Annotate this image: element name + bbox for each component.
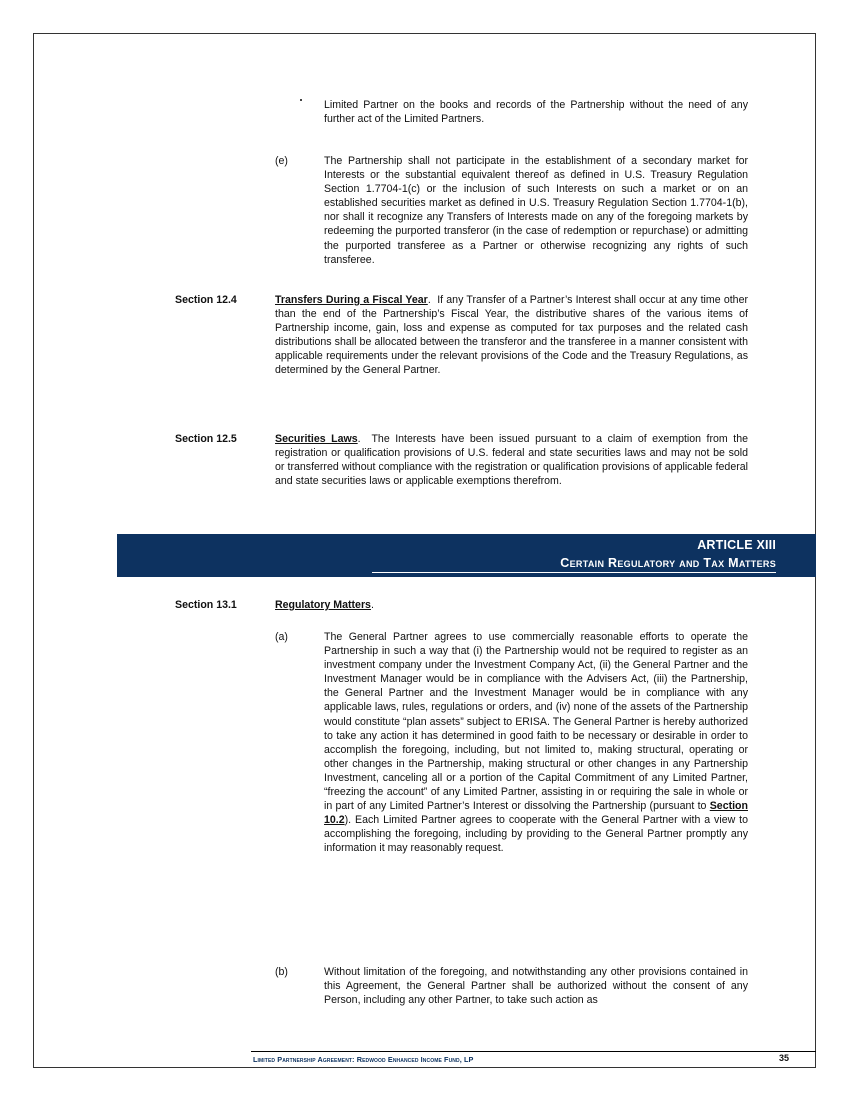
paragraph-a-text-after: ). Each Limited Partner agrees to cooperate with the General Partner with a view to accomplishing the foregoing, including by providing to the General Partner promptly any information it may reasonably request.	[324, 814, 748, 855]
article-title: ARTICLE XIII	[697, 538, 776, 552]
section-12-5-number: Section 12.5	[175, 433, 237, 445]
page-number: 35	[778, 1053, 789, 1063]
paragraph-e-label: (e)	[275, 155, 288, 167]
section-13-1-heading: Regulatory Matters	[275, 599, 371, 611]
paragraph-e-text: The Partnership shall not participate in the establishment of a secondary market for Interests or the substantial equivalent thereof as defined in U.S. Treasury Regulation Section 1.7704-1(c) or the inclusion of such Interests on such a market or on an established securities market as defined in U.S. Treasury Regulation Section 1.7704-1(b), nor shall it recognize any Transfers of Interests made on any of the foregoing markets by redeeming the purported transferor (in the case of redemption or repurchase) or admitting the purported transferee as a Partner or otherwise recognizing any rights of such transferee.	[324, 155, 748, 266]
section-13-1-heading-line: Regulatory Matters.	[275, 599, 374, 611]
section-12-5-text: The Interests have been issued pursuant to a claim of exemption from the registration or qualification provisions of U.S. federal and state securities laws and may not be sold or transferred without compliance with the registration or qualification provisions of applicable federal and state securities laws or applicable exemptions therefrom.	[275, 433, 748, 488]
section-13-1-number: Section 13.1	[175, 599, 237, 611]
paragraph-a-label: (a)	[275, 631, 288, 643]
paragraph-b-label: (b)	[275, 966, 288, 978]
article-header-band	[117, 534, 816, 577]
footer-document-title: Limited Partnership Agreement: Redwood Enhanced Income Fund, LP	[253, 1055, 474, 1064]
section-12-4-body: Transfers During a Fiscal Year. If any Transfer of a Partner’s Interest shall occur at any time other than the end of the Partnership’s Fiscal Year, the distributive shares of the various items of Partnership income, gain, loss and expense as computed for tax purposes and the related cash distributions shall be allocated between the transferor and the transferee in a manner consistent with applicable requirements under the relevant provisions of the Code and the Treasury Regulations, as determined by the General Partner.	[275, 294, 748, 377]
paragraph-b-text: Without limitation of the foregoing, and notwithstanding any other provisions contained in this Agreement, the General Partner shall be authorized without the consent of any Person, including any other Partner, to take such action as	[324, 966, 748, 1007]
section-12-4-number: Section 12.4	[175, 294, 237, 306]
section-12-4-heading: Transfers During a Fiscal Year	[275, 294, 428, 306]
article-underline	[372, 572, 776, 573]
page-footer	[251, 1051, 816, 1067]
stray-mark	[300, 99, 302, 101]
article-subtitle: Certain Regulatory and Tax Matters	[560, 556, 776, 570]
section-12-5-body: Securities Laws. The Interests have been issued pursuant to a claim of exemption from the registration or qualification provisions of U.S. federal and state securities laws and may not be sold or transferred without compliance with the registration or qualification provisions of applicable federal and state securities laws or applicable exemptions therefrom.	[275, 433, 748, 488]
section-12-4-text: If any Transfer of a Partner’s Interest shall occur at any time other than the end of the Partnership’s Fiscal Year, the distributive shares of the various items of Partnership income, gain, loss and expense as computed for tax purposes and the related cash distributions shall be allocated between the transferor and the transferee in a manner consistent with applicable requirements under the relevant provisions of the Code and the Treasury Regulations, as determined by the General Partner.	[275, 294, 748, 377]
section-12-5-heading: Securities Laws	[275, 433, 358, 445]
continued-paragraph: Limited Partner on the books and records of the Partnership without the need of any further act of the Limited Partners.	[324, 99, 748, 126]
section-10-2-link[interactable]: Section 10.2	[324, 800, 748, 827]
paragraph-a-text	[324, 630, 748, 856]
paragraph-a-text-before: The General Partner agrees to use commercially reasonable efforts to operate the Partnership in such a way that (i) the Partnership would not be required to register as an investment company under the Investment Company Act, (ii) the General Partner and the Investment Manager would be in compliance with the Advisers Act, (iii) the Partnership, the General Partner and the Investment Manager would be in compliance with any applicable laws, rules, regulations or orders, and (iv) none of the assets of the Partnership would constitute “plan assets” subject to ERISA. The General Partner is hereby authorized to take any action it has determined in good faith to be necessary or desirable in order to accomplish the foregoing, including, but not limited to, making structural, operating or other changes in the Partnership, making structural or other changes in any Partnership Investment, canceling all or a portion of the Capital Commitment of any Limited Partner, “freezing the account” of any Limited Partner, assisting in or requiring the sale in whole or in part of any Limited Partner’s Interest or dissolving the Partnership (pursuant to	[324, 631, 748, 813]
